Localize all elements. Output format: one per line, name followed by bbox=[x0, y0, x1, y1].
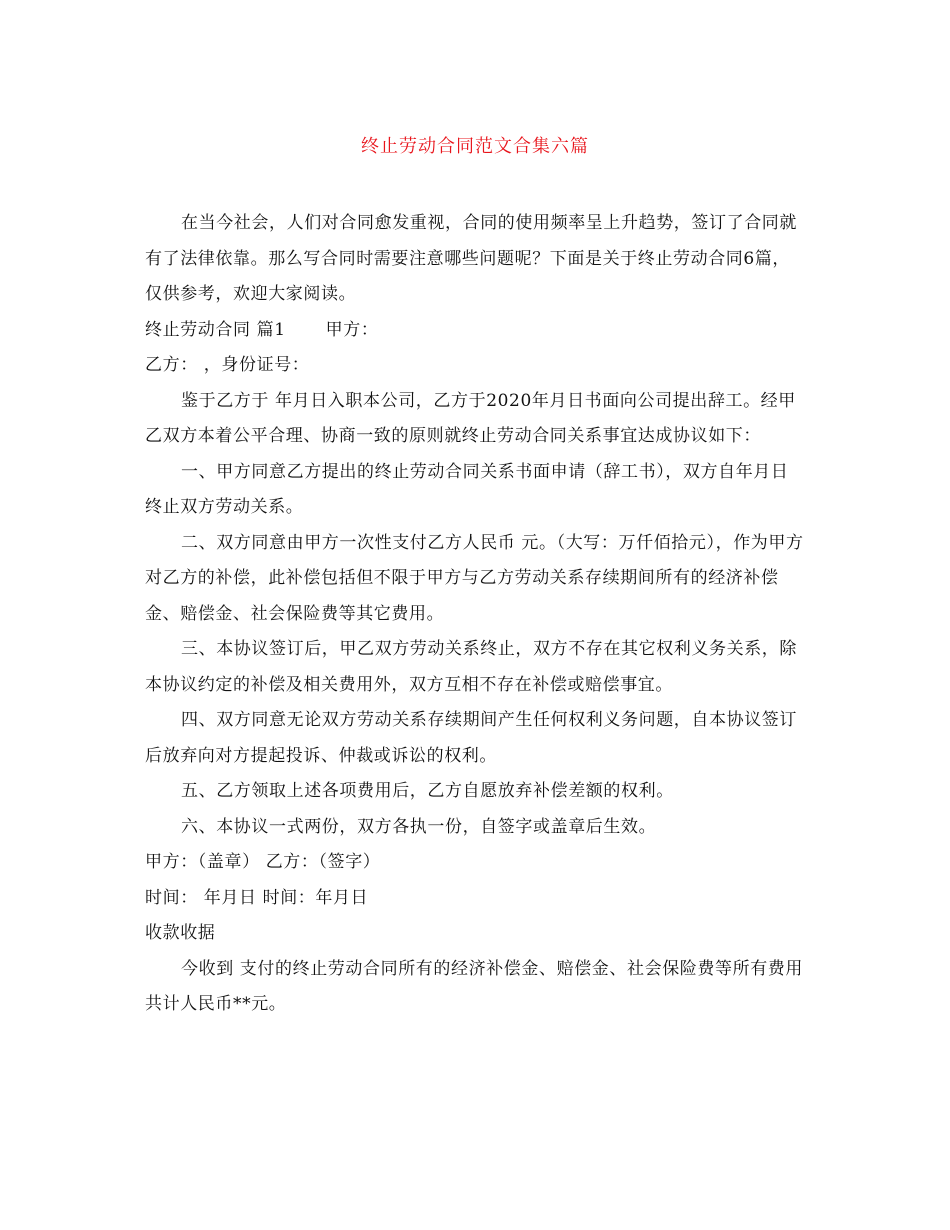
clause-6: 六、本协议一式两份，双方各执一份，自签字或盖章后生效。 bbox=[181, 816, 657, 837]
clause-4: 四、双方同意无论双方劳动关系存续期间产生任何权利义务问题，自本协议签订后放弃向对方提起投诉、仲裁或诉讼的权利。 bbox=[145, 710, 797, 766]
section-heading-line bbox=[145, 313, 805, 349]
clause-3: 三、本协议签订后，甲乙双方劳动关系终止，双方不存在其它权利义务关系，除本协议约定的补偿及相关费用外，双方互相不存在补偿或赔偿事宜。 bbox=[145, 639, 797, 695]
section-heading: 终止劳动合同 篇1 bbox=[145, 319, 286, 340]
clause-5: 五、乙方领取上述各项费用后，乙方自愿放弃补偿差额的权利。 bbox=[181, 781, 674, 801]
party-b-line: 乙方： ，身份证号： bbox=[145, 355, 310, 375]
signature-line: 甲方：（盖章） 乙方：（签字） bbox=[145, 852, 381, 872]
document-body bbox=[145, 206, 805, 1023]
intro-paragraph: 在当今社会，人们对合同愈发重视，合同的使用频率呈上升趋势，签订了合同就有了法律依靠。那么写合同时需要注意哪些问题呢？下面是关于终止劳动合同6篇，仅供参考，欢迎大家阅读。 bbox=[145, 213, 797, 304]
receipt-paragraph: 今收到 支付的终止劳动合同所有的经济补偿金、赔偿金、社会保险费等所有费用共计人民币**元。 bbox=[145, 958, 804, 1014]
document-title: 终止劳动合同范文合集六篇 bbox=[361, 136, 589, 157]
date-line: 时间： 年月日 时间：年月日 bbox=[145, 887, 369, 908]
party-a-label: 甲方： bbox=[325, 319, 379, 340]
preamble-paragraph: 鉴于乙方于 年月日入职本公司，乙方于2020年月日书面向公司提出辞工。经甲乙双方本着公平合理、协商一致的原则就终止劳动合同关系事宜达成协议如下： bbox=[145, 390, 796, 446]
clause-1: 一、甲方同意乙方提出的终止劳动合同关系书面申请（辞工书），双方自年月日终止双方劳动关系。 bbox=[145, 461, 789, 517]
clause-2: 二、双方同意由甲方一次性支付乙方人民币 元。（大写：万仟佰拾元），作为甲方对乙方的补偿，此补偿包括但不限于甲方与乙方劳动关系存续期间所有的经济补偿金、赔偿金、社会保险费等其它费用。 bbox=[145, 532, 804, 624]
receipt-heading: 收款收据 bbox=[145, 923, 216, 943]
